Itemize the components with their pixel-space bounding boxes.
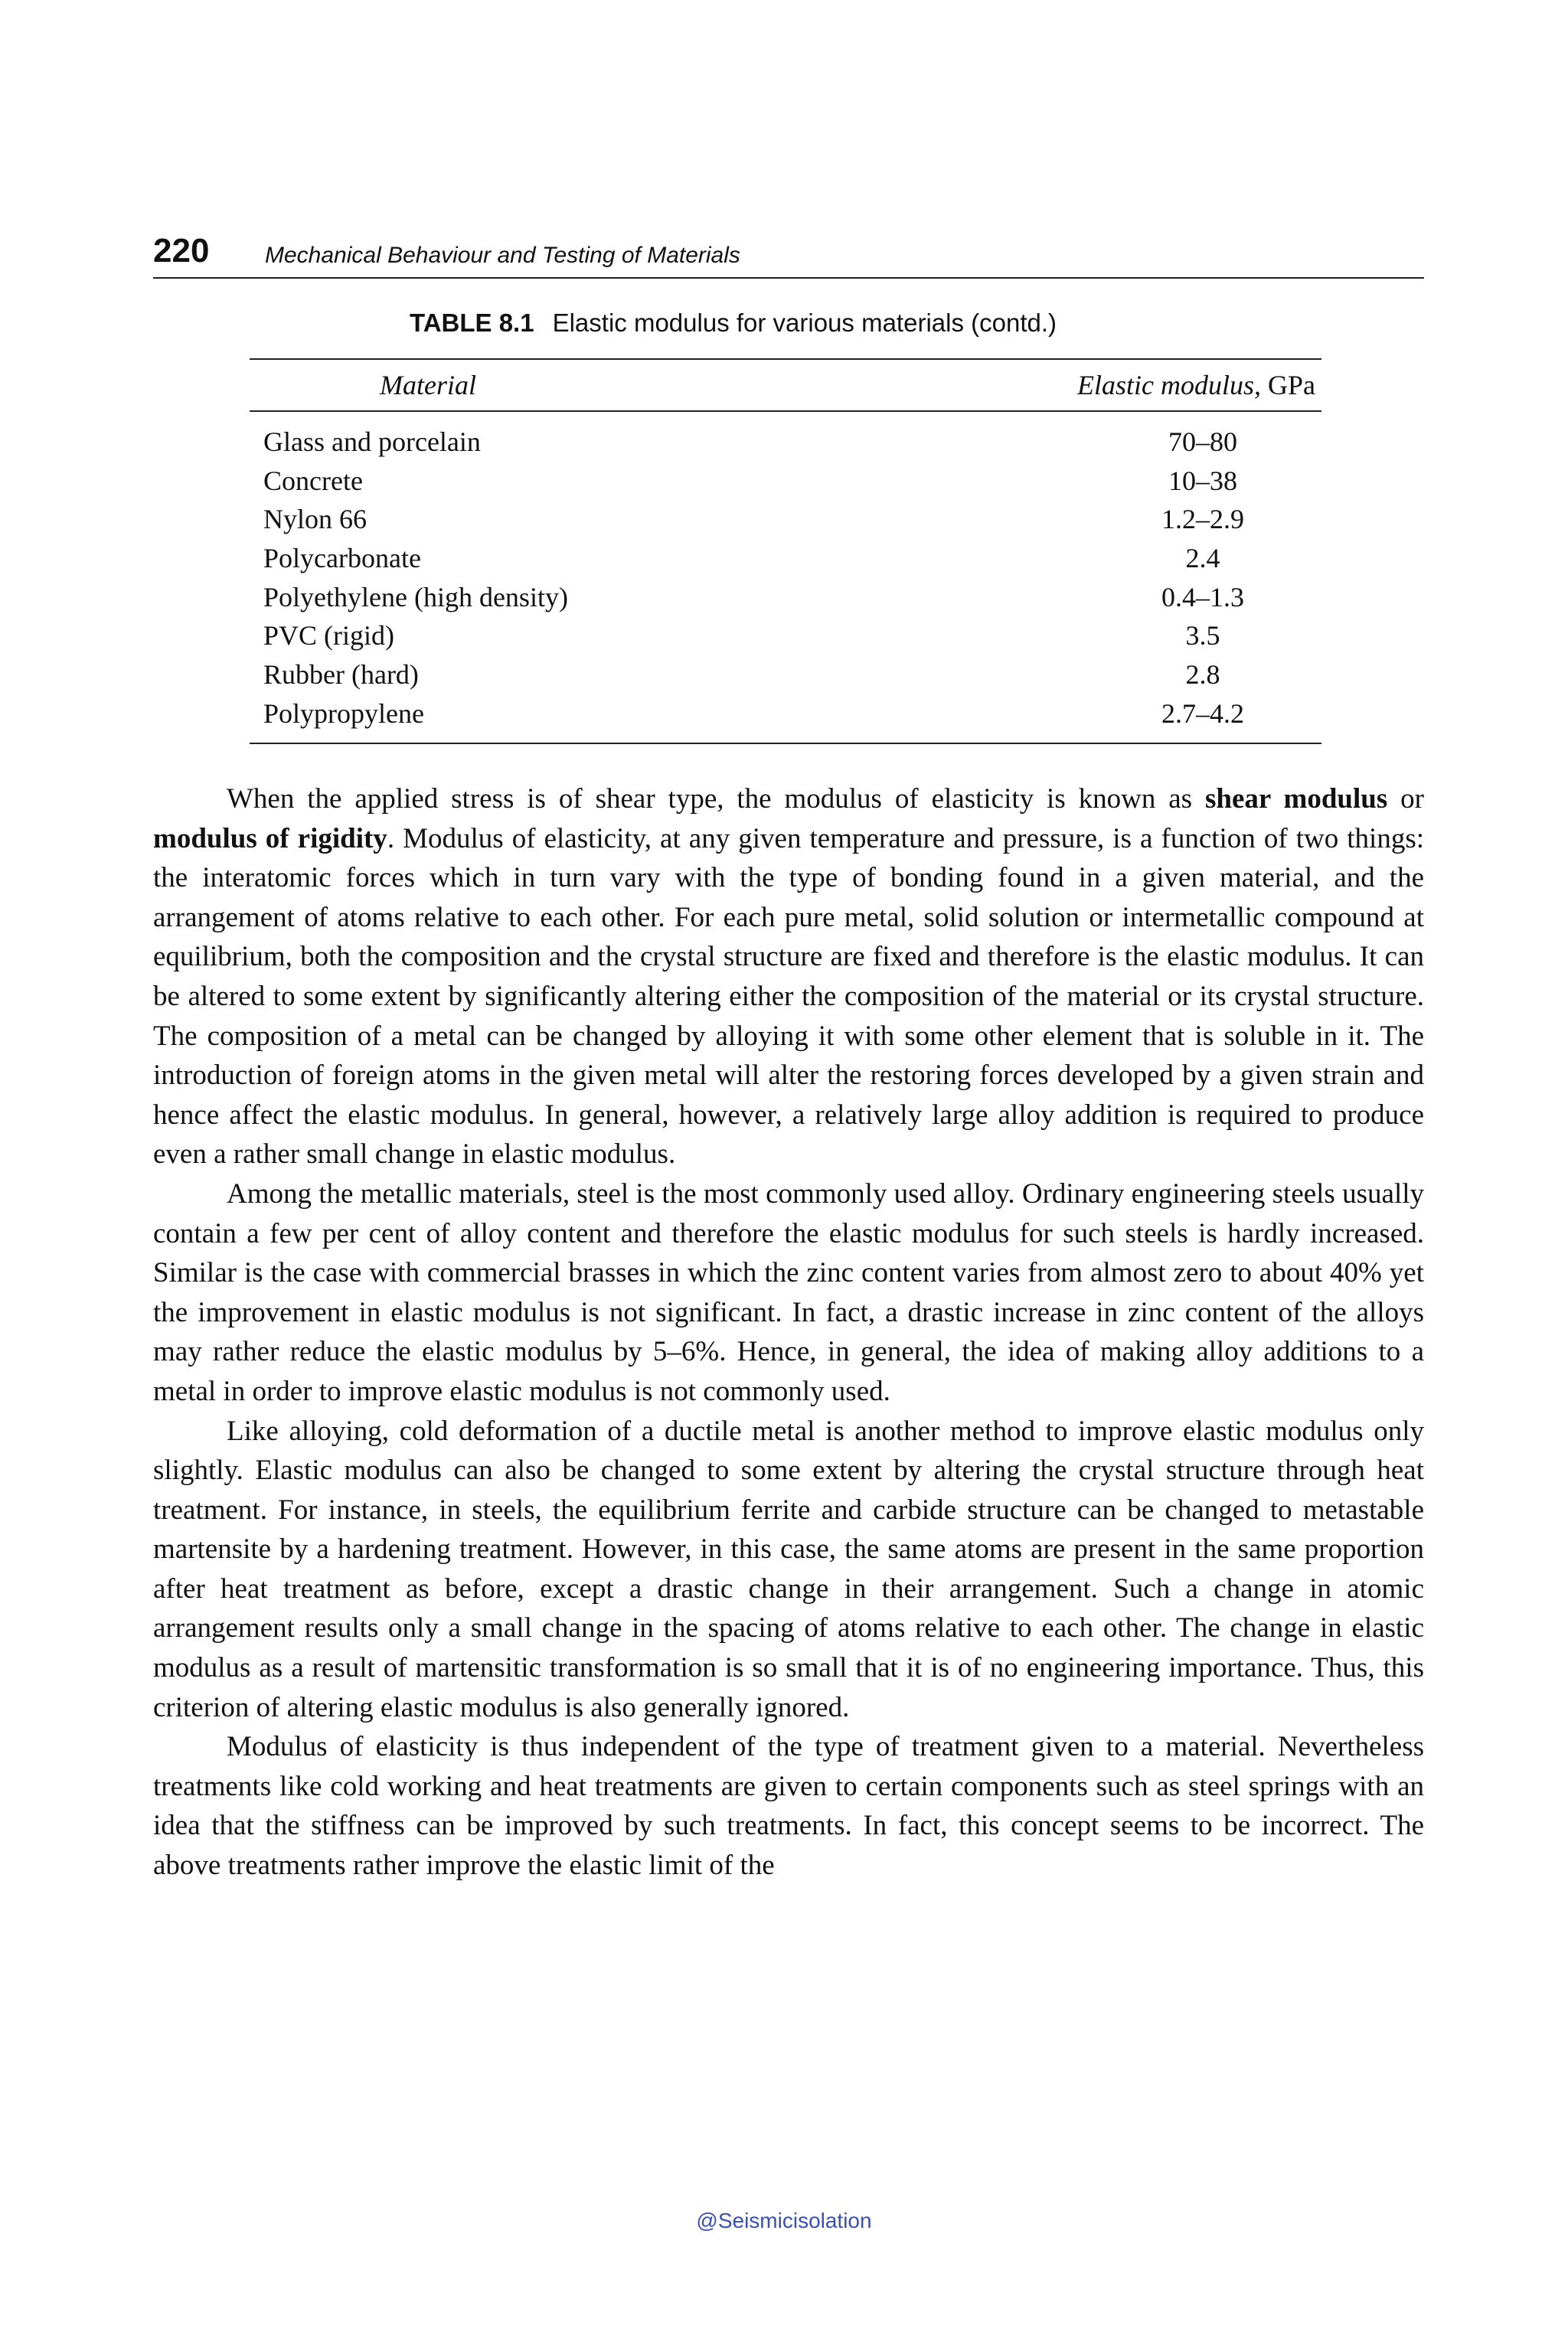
paragraph-text: or <box>1387 783 1424 815</box>
table-row <box>250 578 1321 617</box>
table-header-row <box>250 360 1321 412</box>
running-title: Mechanical Behaviour and Testing of Materials <box>265 243 740 268</box>
table-row <box>250 462 1321 501</box>
table-caption-text: Elastic modulus for various materials (contd.) <box>552 309 1057 337</box>
column-header-modulus <box>1077 369 1315 401</box>
cell-modulus: 70–80 <box>1168 426 1237 457</box>
table-body <box>250 412 1321 743</box>
page-number: 220 <box>153 232 210 269</box>
table-row <box>250 539 1321 578</box>
table-row <box>250 694 1321 733</box>
term-shear-modulus: shear modulus <box>1204 783 1388 815</box>
paragraph-cold-deformation: Like alloying, cold deformation of a ductile metal is another method to improve elastic modulus only slightly. Elastic modulus can also be changed to some extent by altering the crystal structure through heat treatment. For instance, in steels, the equilibrium ferrite and carbide structure can be changed to metastable martensite by a hardening treatment. However, in this case, the same atoms are present in the same proportion after heat treatment as before, except a drastic change in their arrangement. Such a change in atomic arrangement results only a small change in the spacing of atoms relative to each other. The change in elastic modulus as a result of martensitic transformation is so small that it is of no engineering importance. Thus, this criterion of altering elastic modulus is also generally ignored. <box>153 1415 1424 1723</box>
cell-modulus: 10–38 <box>1168 465 1237 496</box>
term-modulus-of-rigidity: modulus of rigidity <box>153 822 387 854</box>
cell-material: PVC (rigid) <box>263 620 394 652</box>
elastic-modulus-table <box>250 358 1321 744</box>
cell-material: Polypropylene <box>263 697 424 729</box>
table-row <box>250 423 1321 462</box>
paragraph-shear-modulus <box>153 779 1424 1174</box>
cell-material: Concrete <box>263 465 363 496</box>
column-header-modulus-unit: GPa <box>1268 370 1315 400</box>
column-header-modulus-label: Elastic modulus, <box>1077 370 1261 400</box>
cell-modulus: 3.5 <box>1185 620 1220 652</box>
body-text <box>153 779 1424 1886</box>
column-header-material: Material <box>380 370 476 400</box>
cell-modulus: 0.4–1.3 <box>1161 581 1244 612</box>
cell-modulus: 1.2–2.9 <box>1161 504 1244 535</box>
paragraph-text: . Modulus of elasticity, at any given temperature and pressure, is a function of two things: the interatomic forces which in turn vary with the type of bonding found in a given material, and the arrangement of atoms relative to each other. For each pure metal, solid solution or intermetallic compound at equilibrium, both the composition and the crystal structure are fixed and therefore is the elastic modulus. It can be altered to some extent by significantly altering either the composition of the material or its crystal structure. The composition of a metal can be changed by alloying it with some other element that is soluble in it. The introduction of foreign atoms in the given metal will alter the restoring forces developed by a given strain and hence affect the elastic modulus. In general, however, a relatively large alloy addition is required to produce even a rather small change in elastic modulus. <box>153 822 1424 1171</box>
cell-material: Polycarbonate <box>263 543 421 574</box>
cell-modulus: 2.7–4.2 <box>1161 697 1244 729</box>
cell-material: Rubber (hard) <box>263 659 419 691</box>
table-label: TABLE 8.1 <box>410 309 534 337</box>
cell-material: Polyethylene (high density) <box>263 581 568 612</box>
cell-material: Nylon 66 <box>263 504 367 535</box>
cell-material: Glass and porcelain <box>263 426 481 457</box>
cell-modulus: 2.4 <box>1185 543 1220 574</box>
watermark: @Seismicisolation <box>696 2209 872 2232</box>
paragraph-text: When the applied stress is of shear type, the modulus of elasticity is known as <box>227 783 1205 815</box>
table-row <box>250 655 1321 694</box>
table-caption <box>410 306 1057 340</box>
table-row <box>250 500 1321 539</box>
paragraph-metallic-materials: Among the metallic materials, steel is the most commonly used alloy. Ordinary engineering steels usually contain a few per cent of alloy content and therefore the elastic modulus for such steels is hardly increased. Similar is the case with commercial brasses in which the zinc content varies from almost zero to about 40% yet the improvement in elastic modulus is not significant. In fact, a drastic increase in zinc content of the alloys may rather reduce the elastic modulus by 5–6%. Hence, in general, the idea of making alloy additions to a metal in order to improve elastic modulus is not commonly used. <box>153 1177 1424 1407</box>
running-header <box>153 230 1424 279</box>
paragraph-treatments: Modulus of elasticity is thus independent of the type of treatment given to a material. Nevertheless treatments like cold working and heat treatments are given to certain components such as steel springs with an idea that the stiffness can be improved by such treatments. In fact, this concept seems to be incorrect. The above treatments rather improve the elastic limit of the <box>153 1731 1424 1882</box>
cell-modulus: 2.8 <box>1185 659 1220 691</box>
table-row <box>250 616 1321 655</box>
